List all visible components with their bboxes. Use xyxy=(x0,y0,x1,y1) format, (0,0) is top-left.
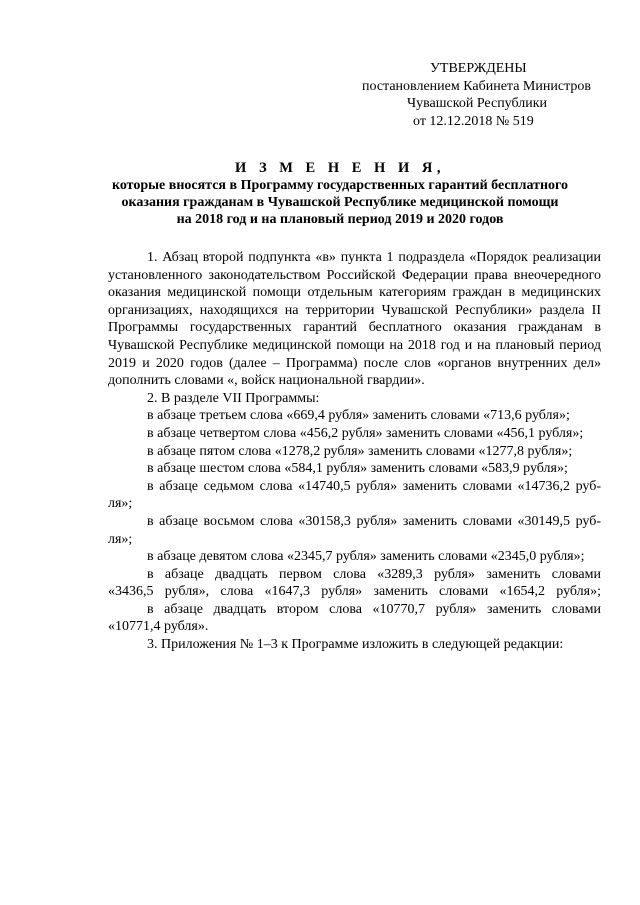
paragraph-1: 1. Абзац второй подпункта «в» пункта 1 подраздела «Порядок реализации установленного законодательством Российской Федерации права внеочередного оказания медицинской помощи отдельным категориям граждан в медицинских организациях, находящихся на территории Чувашской Республики» раздела II Программы государственных гарантий бесплатного оказания гражданам в Чувашской Республике медицинской помощи на 2018 год и на плановый период 2019 и 2020 годов (далее – Программа) после слов «органов внутренних дел» дополнить словами «, войск национальной гвардии». xyxy=(108,250,601,389)
approval-region: Чувашской Республики xyxy=(407,96,548,111)
amendment-item-22-line-2: «10771,4 рубля». xyxy=(108,619,209,635)
approval-date-number: от 12.12.2018 № 519 xyxy=(413,113,534,129)
document-subtitle xyxy=(80,177,600,228)
amendment-item-21-line-2: «3436,5 рубля», слова «1647,3 рубля» заменить словами «1654,2 рубля»; xyxy=(108,584,601,600)
subtitle-line-1: которые вносятся в Программу государственных гарантий бесплатного xyxy=(111,178,569,193)
paragraph-2: 2. В разделе VII Программы: xyxy=(147,390,320,406)
amendment-item-8-line-2: ля»; xyxy=(108,531,133,547)
amendment-item-9: в абзаце девятом слова «2345,7 рубля» заменить словами «2345,0 рубля»; xyxy=(147,549,585,565)
amendment-item-6: в абзаце шестом слова «584,1 рубля» заменить словами «583,9 рубля»; xyxy=(147,461,568,477)
paragraph-3: 3. Приложения № 1–3 к Программе изложить в следующей редакции: xyxy=(147,637,564,653)
amendment-item-3: в абзаце третьем слова «669,4 рубля» заменить словами «713,6 рубля»; xyxy=(147,408,570,424)
approval-stamp xyxy=(362,60,612,130)
amendment-item-21-line-1: в абзаце двадцать первом слова «3289,3 рубля» заменить словами xyxy=(147,566,601,582)
amendment-item-7-line-1: в абзаце седьмом слова «14740,5 рубля» заменить словами «14736,2 руб- xyxy=(147,478,601,494)
amendment-item-22-line-1: в абзаце двадцать втором слова «10770,7 рубля» заменить словами xyxy=(147,601,601,617)
amendment-item-5: в абзаце пятом слова «1278,2 рубля» заменить словами «1277,8 рубля»; xyxy=(147,443,573,459)
approval-heading: УТВЕРЖДЕНЫ xyxy=(430,61,527,76)
amendment-item-8-line-1: в абзаце восьмом слова «30158,3 рубля» заменить словами «30149,5 руб- xyxy=(147,513,601,529)
amendment-item-4: в абзаце четвертом слова «456,2 рубля» заменить словами «456,1 рубля»; xyxy=(147,425,584,441)
document-body xyxy=(108,249,601,654)
approval-issuer: постановлением Кабинета Министров xyxy=(362,78,591,94)
document-title: И З М Е Н Е Н И Я, xyxy=(235,160,445,176)
subtitle-line-3: на 2018 год и на плановый период 2019 и 2020 годов xyxy=(176,212,504,227)
subtitle-line-2: оказания гражданам в Чувашской Республике медицинской помощи xyxy=(121,195,559,210)
amendment-item-7-line-2: ля»; xyxy=(108,496,133,512)
